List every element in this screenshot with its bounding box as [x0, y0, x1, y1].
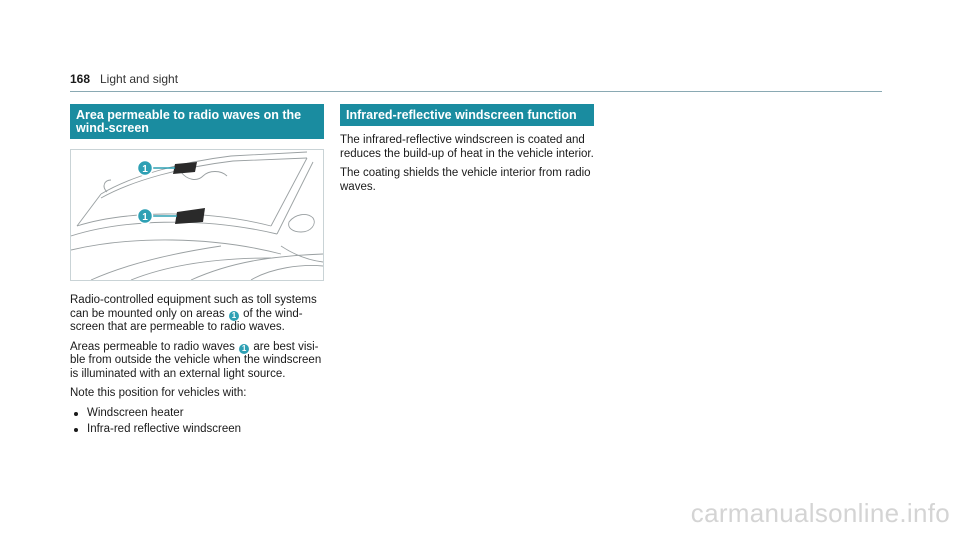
- watermark: carmanualsonline.info: [690, 498, 950, 528]
- radio-permeable-heading: Area permeable to radio waves on the wind-screen: [70, 104, 324, 139]
- list-item: Windscreen heater: [70, 407, 324, 421]
- header-rule: [70, 91, 882, 92]
- paragraph: The infrared-reflective windscreen is coated and reduces the build-up of heat in the vehicle interior.: [340, 134, 594, 160]
- left-column: [70, 104, 324, 440]
- bullet-list: [70, 407, 324, 437]
- left-body: [70, 294, 324, 437]
- infrared-heading: Infrared-reflective windscreen function: [340, 104, 594, 126]
- windscreen-illustration: [70, 149, 324, 281]
- list-item: Infra-red reflective windscreen: [70, 423, 324, 437]
- paragraph: The coating shields the vehicle interior from radio waves.: [340, 167, 591, 193]
- page-number: 168: [70, 72, 91, 86]
- callout-label: 1: [142, 212, 148, 223]
- paragraph: Radio-controlled equipment such as toll systems can be mounted only on areas 1 of the wind-screen that are permeable to radio waves.: [70, 294, 317, 333]
- middle-column: [340, 104, 594, 200]
- paragraph: Areas permeable to radio waves 1 are best visi-ble from outside the vehicle when the windscreen is illuminated with an external light source.: [70, 340, 322, 380]
- paragraph: Note this position for vehicles with:: [70, 387, 247, 399]
- middle-body: [340, 134, 594, 194]
- section-title: Light and sight: [100, 72, 179, 86]
- callout-marker: 1: [239, 344, 249, 354]
- page-header: [70, 72, 882, 90]
- callout-marker: 1: [229, 311, 239, 321]
- callout-label: 1: [142, 164, 148, 175]
- windscreen-drawing: [71, 150, 323, 280]
